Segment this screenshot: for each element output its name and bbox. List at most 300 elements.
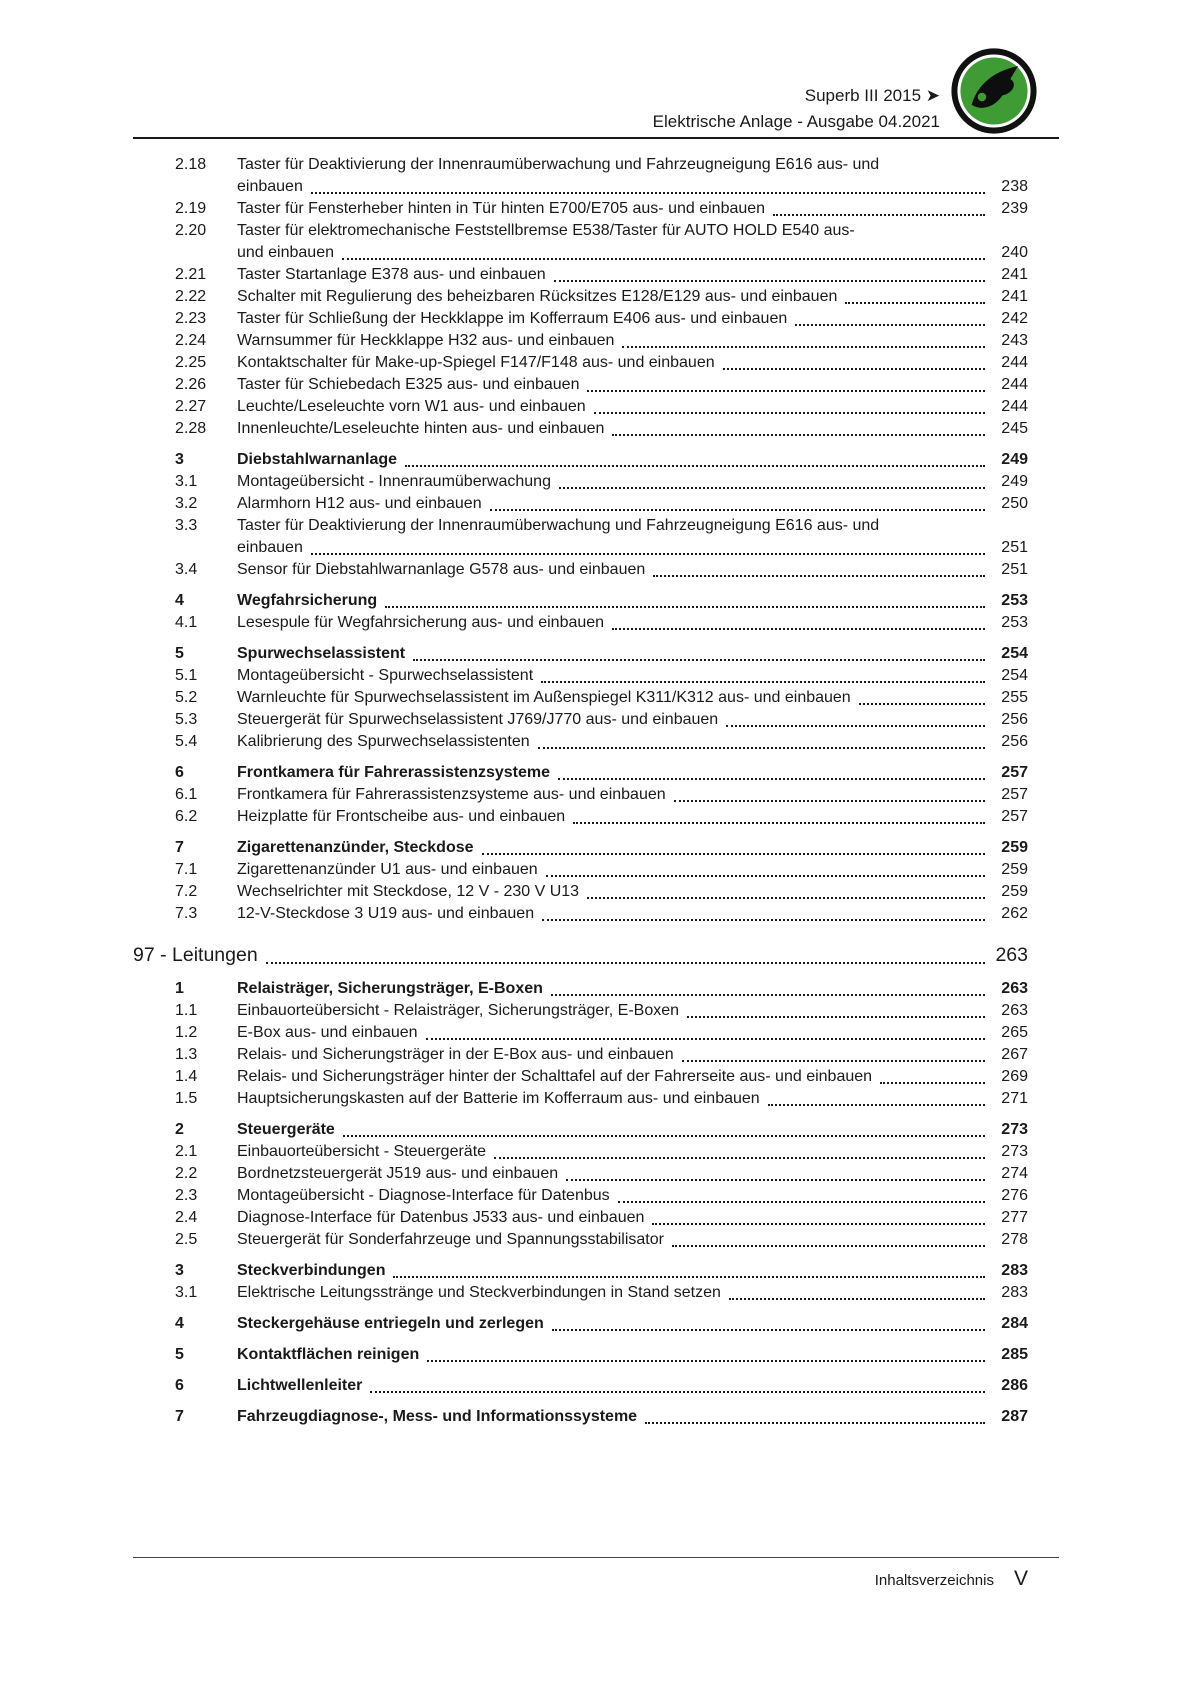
dotted-leader (845, 302, 985, 304)
toc-entry-page: 283 (1001, 1262, 1028, 1279)
toc-entry-body (237, 1207, 1028, 1229)
toc-entry-page: 251 (1001, 561, 1028, 578)
toc-entry[interactable] (133, 1022, 1028, 1044)
toc-entry-number: 4 (175, 1315, 184, 1332)
footer-divider (133, 1557, 1059, 1558)
toc-entry-body (237, 1375, 1028, 1397)
dotted-leader (427, 1360, 985, 1362)
toc-entry-number: 2.28 (175, 420, 207, 437)
toc-entry-number: 1.5 (175, 1090, 198, 1107)
toc-entry[interactable] (133, 1229, 1028, 1251)
dotted-leader (343, 1135, 985, 1137)
toc-entry-title: Innenleuchte/Leseleuchte hinten aus- und einbauen (237, 420, 605, 437)
toc-entry[interactable] (133, 881, 1028, 903)
toc-entry-body (237, 1344, 1028, 1366)
toc-entry-title: Steuergeräte (237, 1121, 335, 1138)
toc-entry[interactable] (133, 1163, 1028, 1185)
toc-entry-title: Relaisträger, Sicherungsträger, E-Boxen (237, 980, 543, 997)
toc-entry-body (237, 881, 1028, 903)
dotted-leader (723, 368, 985, 370)
toc-entry-body (237, 612, 1028, 634)
toc-entry[interactable] (133, 1044, 1028, 1066)
dotted-leader (552, 1329, 985, 1331)
dotted-leader (546, 875, 985, 877)
dotted-leader (859, 703, 985, 705)
toc-entry-title: Sensor für Diebstahlwarnanlage G578 aus- und einbauen (237, 561, 646, 578)
toc-entry-title: Kalibrierung des Spurwechselassistenten (237, 733, 530, 750)
toc-entry-page: 257 (1001, 786, 1028, 803)
skoda-logo-icon (951, 48, 1037, 134)
toc-entry-title: Fahrzeugdiagnose-, Mess- und Informationssysteme (237, 1408, 638, 1425)
toc-entry-page: 274 (1001, 1165, 1028, 1182)
toc-entry[interactable] (133, 903, 1028, 925)
toc-entry-body (237, 590, 1028, 612)
toc-entry[interactable] (133, 330, 1028, 352)
dotted-leader (559, 487, 985, 489)
toc-entry[interactable] (133, 1282, 1028, 1304)
toc-entry-body (237, 1119, 1028, 1141)
toc-entry-body (237, 1141, 1028, 1163)
dotted-leader (311, 192, 985, 194)
dotted-leader (672, 1245, 985, 1247)
dotted-leader (566, 1179, 985, 1181)
toc-entry-title: Steckergehäuse entriegeln und zerlegen (237, 1315, 544, 1332)
toc-entry-number: 2.27 (175, 398, 207, 415)
toc-entry-continuation: und einbauen (237, 244, 334, 261)
toc-entry[interactable] (133, 731, 1028, 753)
toc-entry-page: 259 (1001, 839, 1028, 856)
toc-entry-number: 4.1 (175, 614, 198, 631)
toc-entry[interactable] (133, 1141, 1028, 1163)
toc-entry-number: 3.2 (175, 495, 198, 512)
toc-entry-page: 273 (1001, 1143, 1028, 1160)
toc-entry-page: 287 (1001, 1408, 1028, 1425)
toc-entry[interactable] (133, 784, 1028, 806)
toc-entry-number: 2.2 (175, 1165, 198, 1182)
toc-entry-body (237, 1044, 1028, 1066)
toc-entry-number: 5.1 (175, 667, 198, 684)
page-footer (875, 1567, 1028, 1591)
toc-entry[interactable] (133, 374, 1028, 396)
dotted-leader (726, 725, 985, 727)
toc-entry-page: 269 (1001, 1068, 1028, 1085)
toc-entry-number: 5.3 (175, 711, 198, 728)
toc-entry-number: 3 (175, 451, 184, 468)
toc-entry-number: 6 (175, 764, 184, 781)
toc-entry-number: 7.1 (175, 861, 198, 878)
toc-entry-page: 263 (1001, 1002, 1028, 1019)
toc-entry-title: Wechselrichter mit Steckdose, 12 V - 230 V U13 (237, 883, 580, 900)
toc-entry-number: 2.3 (175, 1187, 198, 1204)
toc-entry-page: 254 (1001, 645, 1028, 662)
toc-entry-page: 241 (1001, 288, 1028, 305)
dotted-leader (587, 390, 985, 392)
dotted-leader (551, 994, 985, 996)
toc-entry-body (237, 154, 1028, 198)
toc-entry-body (237, 978, 1028, 1000)
dotted-leader (494, 1157, 985, 1159)
dotted-leader (682, 1060, 985, 1062)
dotted-leader (594, 412, 985, 414)
toc-entry-number: 2.25 (175, 354, 207, 371)
toc-entry-body (237, 762, 1028, 784)
toc-entry[interactable] (133, 493, 1028, 515)
toc-entry-title: Hauptsicherungskasten auf der Batterie im Kofferraum aus- und einbauen (237, 1090, 760, 1107)
toc-entry[interactable] (133, 352, 1028, 374)
dotted-leader (541, 681, 985, 683)
toc-entry-page: 244 (1001, 398, 1028, 415)
toc-entry-title: 97 - Leitungen (133, 944, 258, 966)
toc-entry-body (237, 493, 1028, 515)
header-doc-title: Elektrische Anlage - Ausgabe 04.2021 (652, 112, 940, 131)
dotted-leader (768, 1104, 985, 1106)
toc-entry-title: Warnsummer für Heckklappe H32 aus- und einbauen (237, 332, 615, 349)
dotted-leader (653, 575, 985, 577)
toc-entry-number: 3.3 (175, 517, 198, 534)
toc-entry-title: Zigarettenanzünder U1 aus- und einbauen (237, 861, 538, 878)
toc-entry-page: 243 (1001, 332, 1028, 349)
toc-entry-page: 238 (1001, 178, 1028, 195)
toc-entry-page: 241 (1001, 266, 1028, 283)
toc-entry-number: 2.5 (175, 1231, 198, 1248)
toc-entry-body (237, 198, 1028, 220)
toc-entry-title: Einbauorteübersicht - Steuergeräte (237, 1143, 487, 1160)
toc-entry-page: 244 (1001, 376, 1028, 393)
toc-entry-title: Diagnose-Interface für Datenbus J533 aus- und einbauen (237, 1209, 645, 1226)
toc-entry-body (237, 1022, 1028, 1044)
toc-entry-title: Steckverbindungen (237, 1262, 386, 1279)
toc-entry[interactable] (133, 220, 1028, 264)
toc-entry-page: 244 (1001, 354, 1028, 371)
toc-entry[interactable] (133, 286, 1028, 308)
toc-entry-title: Spurwechselassistent (237, 645, 406, 662)
toc-entry-title: Taster für Schiebedach E325 aus- und einbauen (237, 376, 580, 393)
dotted-leader (490, 509, 985, 511)
toc-entry-page: 273 (1001, 1121, 1028, 1138)
toc-entry[interactable] (133, 1313, 1028, 1335)
toc-entry-title: Steuergerät für Sonderfahrzeuge und Spannungsstabilisator (237, 1231, 664, 1248)
toc-entry-body (237, 374, 1028, 396)
toc-entry[interactable] (133, 154, 1028, 198)
dotted-leader (342, 258, 985, 260)
toc-entry-body (237, 837, 1028, 859)
toc-entry-body (237, 330, 1028, 352)
toc-entry-title: Kontaktschalter für Make-up-Spiegel F147/F148 aus- und einbauen (237, 354, 715, 371)
dotted-leader (311, 553, 985, 555)
dotted-leader (393, 1276, 985, 1278)
toc-entry-body (237, 352, 1028, 374)
toc-entry-page: 263 (1001, 980, 1028, 997)
toc-entry-body (237, 418, 1028, 440)
toc-entry-continuation: einbauen (237, 539, 303, 556)
toc-entry-number: 1.2 (175, 1024, 198, 1041)
dotted-leader (652, 1223, 985, 1225)
toc-entry-page: 284 (1001, 1315, 1028, 1332)
toc-entry-number: 6 (175, 1377, 184, 1394)
toc-entry-number: 3 (175, 1262, 184, 1279)
toc-entry-title: Lesespule für Wegfahrsicherung aus- und einbauen (237, 614, 605, 631)
toc-entry-title: Leuchte/Leseleuchte vorn W1 aus- und einbauen (237, 398, 586, 415)
toc-entry-body (237, 264, 1028, 286)
toc-entry-number: 6.2 (175, 808, 198, 825)
dotted-leader (645, 1422, 985, 1424)
toc-entry[interactable] (133, 1375, 1028, 1397)
toc-entry[interactable] (133, 1260, 1028, 1282)
toc-entry-title: 12-V-Steckdose 3 U19 aus- und einbauen (237, 905, 535, 922)
toc-entry-page: 250 (1001, 495, 1028, 512)
toc-entry[interactable] (133, 418, 1028, 440)
toc-entry-number: 2.1 (175, 1143, 198, 1160)
toc-entry-page: 267 (1001, 1046, 1028, 1063)
toc-entry-number: 1.3 (175, 1046, 198, 1063)
toc-entry[interactable] (133, 515, 1028, 559)
dotted-leader (538, 747, 985, 749)
toc-entry-title: Alarmhorn H12 aus- und einbauen (237, 495, 482, 512)
toc-entry-number: 2.22 (175, 288, 207, 305)
toc-entry-number: 5 (175, 1346, 184, 1363)
toc-entry-page: 249 (1001, 473, 1028, 490)
footer-label: Inhaltsverzeichnis (874, 1572, 994, 1589)
toc-entry-body (237, 559, 1028, 581)
dotted-leader (729, 1298, 985, 1300)
toc-entry-title: Taster für Schließung der Heckklappe im Kofferraum E406 aus- und einbauen (237, 310, 788, 327)
toc-entry-number: 1.4 (175, 1068, 198, 1085)
toc-entry-page: 259 (1001, 861, 1028, 878)
toc-entry-title: Taster für Deaktivierung der Innenraumüberwachung und Fahrzeugneigung E616 aus- und (237, 156, 880, 173)
toc-entry-page: 277 (1001, 1209, 1028, 1226)
toc-entry-title: Taster für elektromechanische Feststellbremse E538/Taster für AUTO HOLD E540 aus- (237, 222, 855, 239)
toc-entry-number: 7.3 (175, 905, 198, 922)
dotted-leader (413, 659, 985, 661)
toc-entry-title: Wegfahrsicherung (237, 592, 378, 609)
toc-entry[interactable] (133, 308, 1028, 330)
toc-entry-body (237, 665, 1028, 687)
toc-entry-number: 1.1 (175, 1002, 198, 1019)
toc-entry[interactable] (133, 198, 1028, 220)
toc-entry-body (237, 1260, 1028, 1282)
toc-entry-page: 254 (1001, 667, 1028, 684)
toc-entry-body (237, 859, 1028, 881)
toc-entry[interactable] (133, 1185, 1028, 1207)
toc-entry[interactable] (133, 1000, 1028, 1022)
toc-entry[interactable] (133, 559, 1028, 581)
toc-entry[interactable] (133, 978, 1028, 1000)
toc-entry-page: 265 (1001, 1024, 1028, 1041)
toc-entry-title: Bordnetzsteuergerät J519 aus- und einbauen (237, 1165, 559, 1182)
toc-entry-page: 278 (1001, 1231, 1028, 1248)
toc-entry-number: 7 (175, 839, 184, 856)
toc-entry-number: 2.20 (175, 222, 207, 239)
header-model-line: Superb III 2015 ➤ (804, 86, 940, 105)
toc-entry-title: Frontkamera für Fahrerassistenzsysteme aus- und einbauen (237, 786, 666, 803)
toc-entry-page: 251 (1001, 539, 1028, 556)
toc-entry-body (237, 643, 1028, 665)
toc-entry-number: 3.4 (175, 561, 198, 578)
toc-entry-page: 239 (1001, 200, 1028, 217)
toc-entry-title: Montageübersicht - Diagnose-Interface für Datenbus (237, 1187, 610, 1204)
toc-entry-continuation: einbauen (237, 178, 303, 195)
toc-entry-title: Montageübersicht - Spurwechselassistent (237, 667, 534, 684)
toc-entry-page: 276 (1001, 1187, 1028, 1204)
dotted-leader (482, 853, 985, 855)
toc-entry-body (237, 1229, 1028, 1251)
toc-entry-body (237, 1313, 1028, 1335)
toc-entry-number: 3.1 (175, 473, 198, 490)
toc-entry-body (237, 515, 1028, 559)
toc-entry-page: 242 (1001, 310, 1028, 327)
toc-entry-page: 256 (1001, 733, 1028, 750)
dotted-leader (405, 465, 985, 467)
toc-entry-body (133, 942, 1028, 969)
toc-entry-body (237, 1163, 1028, 1185)
toc-entry-body (237, 784, 1028, 806)
toc-entry-body (237, 903, 1028, 925)
dotted-leader (674, 800, 985, 802)
dotted-leader (587, 897, 985, 899)
toc-entry-number: 7.2 (175, 883, 198, 900)
toc-entry-number: 2.19 (175, 200, 207, 217)
toc-entry-page: 286 (1001, 1377, 1028, 1394)
toc-entry[interactable] (133, 687, 1028, 709)
toc-entry-title: E-Box aus- und einbauen (237, 1024, 418, 1041)
dotted-leader (266, 962, 985, 964)
toc-entry-title: Steuergerät für Spurwechselassistent J769/J770 aus- und einbauen (237, 711, 719, 728)
toc-entry-body (237, 1185, 1028, 1207)
toc-entry-title: Diebstahlwarnanlage (237, 451, 398, 468)
toc-entry-title: Taster für Fensterheber hinten in Tür hinten E700/E705 aus- und einbauen (237, 200, 766, 217)
toc-entry-page: 271 (1001, 1090, 1028, 1107)
toc-entry-number: 2.24 (175, 332, 207, 349)
toc-entry-number: 1 (175, 980, 184, 997)
toc-entry-number: 6.1 (175, 786, 198, 803)
toc-entry-title: Taster für Deaktivierung der Innenraumüberwachung und Fahrzeugneigung E616 aus- und (237, 517, 880, 534)
dotted-leader (554, 280, 985, 282)
toc-entry-title: Kontaktflächen reinigen (237, 1346, 420, 1363)
toc-entry-title: Montageübersicht - Innenraumüberwachung (237, 473, 551, 490)
toc-entry-page: 249 (1001, 451, 1028, 468)
toc-entry-body (237, 687, 1028, 709)
toc-entry-number: 2.21 (175, 266, 207, 283)
toc-entry-body (237, 308, 1028, 330)
dotted-leader (612, 628, 985, 630)
toc-entry-title: Zigarettenanzünder, Steckdose (237, 839, 474, 856)
toc-entry-number: 2.4 (175, 1209, 198, 1226)
page-header (653, 83, 940, 135)
dotted-leader (795, 324, 985, 326)
toc-entry-number: 5.4 (175, 733, 198, 750)
toc-entry[interactable] (133, 612, 1028, 634)
toc-entry[interactable] (133, 1088, 1028, 1110)
toc-entry[interactable] (133, 449, 1028, 471)
toc-entry-number: 2.26 (175, 376, 207, 393)
toc-entry[interactable] (133, 665, 1028, 687)
toc-entry-title: Taster Startanlage E378 aus- und einbauen (237, 266, 546, 283)
toc-entry-body (237, 806, 1028, 828)
dotted-leader (612, 434, 985, 436)
toc-entry-title: Einbauorteübersicht - Relaisträger, Sicherungsträger, E-Boxen (237, 1002, 680, 1019)
header-divider (133, 137, 1059, 139)
toc-entry-page: 259 (1001, 883, 1028, 900)
dotted-leader (773, 214, 985, 216)
toc-entry-page: 257 (1001, 808, 1028, 825)
toc-entry-title: Relais- und Sicherungsträger in der E-Box aus- und einbauen (237, 1046, 674, 1063)
toc-entry-body (237, 286, 1028, 308)
table-of-contents (133, 154, 1028, 1428)
toc-entry[interactable] (133, 859, 1028, 881)
toc-entry-body (237, 1066, 1028, 1088)
dotted-leader (618, 1201, 985, 1203)
dotted-leader (687, 1016, 985, 1018)
toc-entry[interactable] (133, 806, 1028, 828)
toc-entry[interactable] (133, 709, 1028, 731)
dotted-leader (573, 822, 985, 824)
toc-entry-number: 2 (175, 1121, 184, 1138)
toc-entry-body (237, 1000, 1028, 1022)
dotted-leader (558, 778, 985, 780)
toc-entry-body (237, 1282, 1028, 1304)
toc-entry-page: 285 (1001, 1346, 1028, 1363)
toc-entry-body (237, 1088, 1028, 1110)
toc-entry[interactable] (133, 590, 1028, 612)
toc-entry[interactable] (133, 1406, 1028, 1428)
toc-entry-body (237, 709, 1028, 731)
toc-entry[interactable] (133, 942, 1028, 969)
toc-entry-page: 263 (995, 944, 1028, 966)
toc-entry-page: 262 (1001, 905, 1028, 922)
dotted-leader (622, 346, 985, 348)
toc-entry-body (237, 449, 1028, 471)
toc-entry-page: 255 (1001, 689, 1028, 706)
toc-entry-number: 2.23 (175, 310, 207, 327)
toc-entry[interactable] (133, 264, 1028, 286)
toc-entry[interactable] (133, 396, 1028, 418)
toc-entry[interactable] (133, 643, 1028, 665)
dotted-leader (370, 1391, 985, 1393)
toc-entry-page: 257 (1001, 764, 1028, 781)
dotted-leader (426, 1038, 985, 1040)
toc-entry-title: Relais- und Sicherungsträger hinter der Schalttafel auf der Fahrerseite aus- und einbauen (237, 1068, 873, 1085)
toc-entry-page: 283 (1001, 1284, 1028, 1301)
toc-entry-title: Frontkamera für Fahrerassistenzsysteme (237, 764, 551, 781)
toc-entry[interactable] (133, 471, 1028, 493)
toc-entry-page: 245 (1001, 420, 1028, 437)
toc-entry-page: 253 (1001, 592, 1028, 609)
toc-entry-page: 256 (1001, 711, 1028, 728)
toc-entry[interactable] (133, 1344, 1028, 1366)
dotted-leader (385, 606, 985, 608)
toc-entry-body (237, 1406, 1028, 1428)
toc-entry[interactable] (133, 1207, 1028, 1229)
toc-entry-body (237, 731, 1028, 753)
toc-entry[interactable] (133, 762, 1028, 784)
toc-entry-body (237, 471, 1028, 493)
toc-entry-title: Elektrische Leitungsstränge und Steckverbindungen in Stand setzen (237, 1284, 721, 1301)
toc-entry-body (237, 396, 1028, 418)
toc-entry[interactable] (133, 837, 1028, 859)
toc-entry-title: Lichtwellenleiter (237, 1377, 363, 1394)
toc-entry-page: 253 (1001, 614, 1028, 631)
dotted-leader (880, 1082, 985, 1084)
toc-entry-body (237, 220, 1028, 264)
toc-entry-number: 5 (175, 645, 184, 662)
toc-entry-title: Schalter mit Regulierung des beheizbaren Rücksitzes E128/E129 aus- und einbauen (237, 288, 838, 305)
toc-entry-title: Warnleuchte für Spurwechselassistent im Außenspiegel K311/K312 aus- und einbauen (237, 689, 851, 706)
toc-entry-number: 5.2 (175, 689, 198, 706)
toc-entry[interactable] (133, 1119, 1028, 1141)
dotted-leader (542, 919, 985, 921)
toc-entry-page: 240 (1001, 244, 1028, 261)
toc-entry[interactable] (133, 1066, 1028, 1088)
